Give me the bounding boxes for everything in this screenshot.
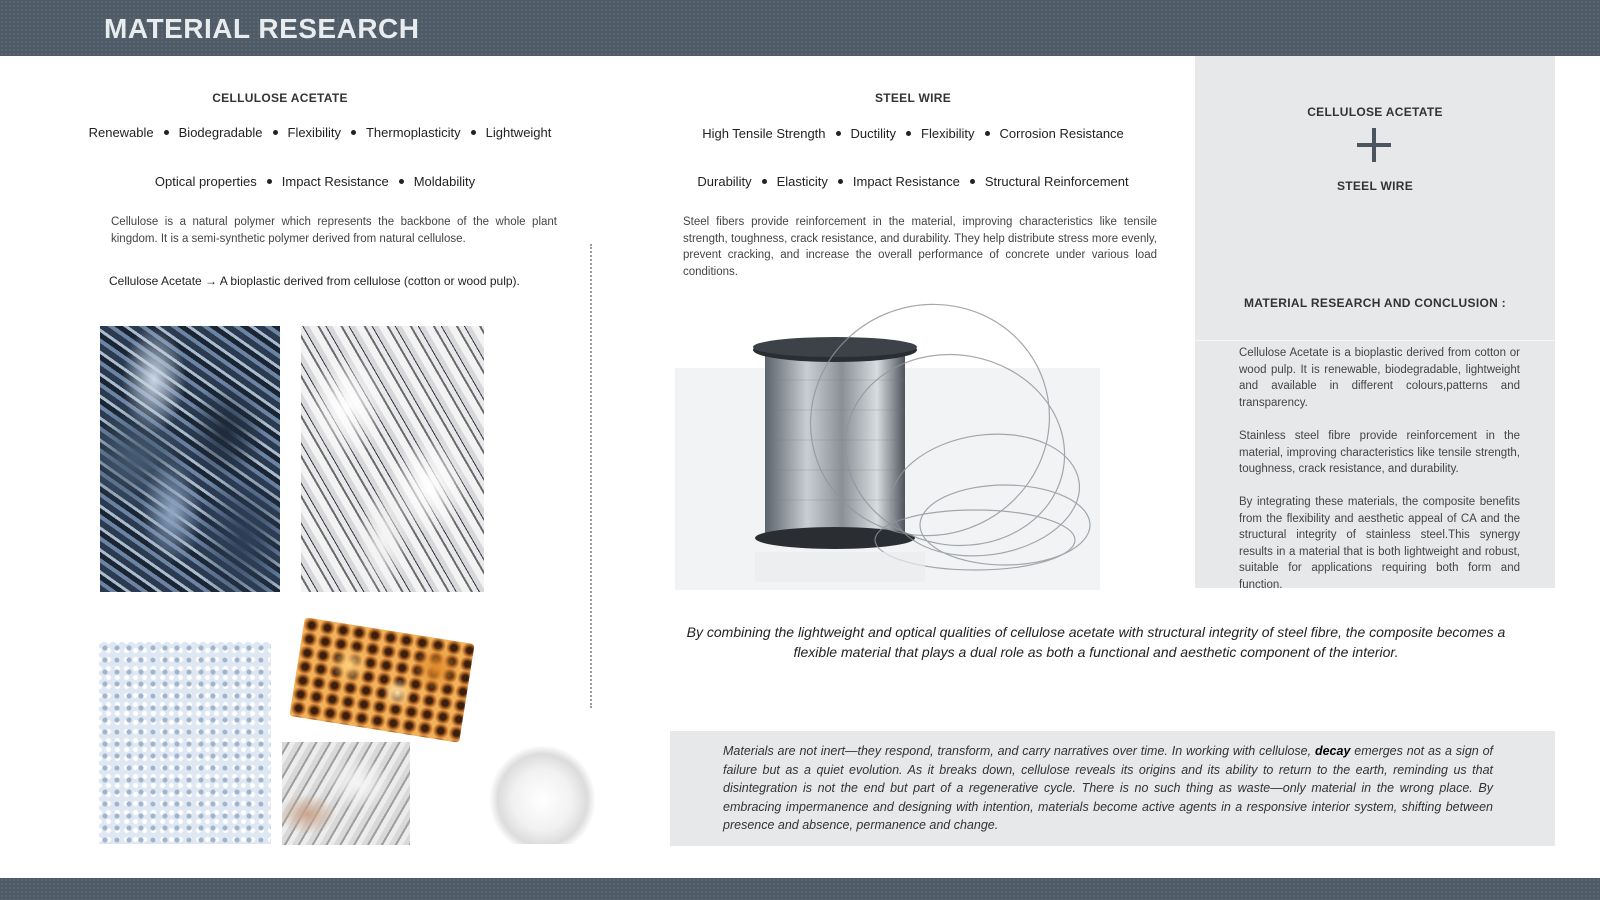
steel-wire-spool-image [675, 300, 1100, 590]
property-item: High Tensile Strength [702, 126, 826, 141]
property-item: Elasticity [776, 174, 828, 189]
property-item: Biodegradable [178, 125, 263, 140]
quote-emphasis: decay [1314, 744, 1351, 758]
property-item: Moldability [413, 174, 476, 189]
conclusion-paragraph: By integrating these materials, the composite benefits from the flexibility and aesthetic appeal of CA and the structural integrity of stainless steel.This synergy results in a material that is both lightweight and robust, suitable for applications requiring both form and function. [1239, 496, 1520, 591]
composite-statement: By combining the lightweight and optical qualities of cellulose acetate with structural integrity of steel fibre, the composite becomes a flexible material that plays a dual role as both a functional and aesthetic component of the interior. [686, 624, 1506, 660]
bullet-dot [970, 179, 975, 184]
cellulose-properties-row-2 [110, 174, 520, 189]
bullet-dot [985, 131, 990, 136]
panel-divider [1195, 340, 1555, 341]
bullet-dot [267, 179, 272, 184]
steel-description: Steel fibers provide reinforcement in the material, improving characteristics like tensile strength, toughness, crack resistance, and durability. They help distribute stress more evenly, prevent cracking, and increase the overall performance of concrete under various load conditions. [683, 216, 1157, 278]
steel-properties-row-2 [663, 174, 1163, 189]
cellulose-properties-row-1 [70, 125, 570, 140]
quote-text: emerges not as a sign of failure but as a quiet evolution. As it breaks down, cellulose reveals its origins and its ability to return to the earth, reminding us that disintegration is not the end but part of a regenerative cycle. There is no such thing as waste—only material in the wrong place. By embracing impermanence and designing with intention, materials become active agents in a responsive interior system, shifting between presence and absence, permanence and change. [723, 744, 1493, 832]
property-item: Flexibility [921, 126, 975, 141]
bullet-dot [906, 131, 911, 136]
bullet-dot [838, 179, 843, 184]
page-title: MATERIAL RESEARCH [104, 13, 420, 44]
conclusion-title: MATERIAL RESEARCH AND CONCLUSION : [1244, 296, 1506, 310]
bullet-dot [399, 179, 404, 184]
cellulose-acetate-tortoise-sheet-image [289, 617, 475, 743]
property-item: Durability [697, 174, 752, 189]
property-item: Thermoplasticity [365, 125, 461, 140]
property-item: Structural Reinforcement [984, 174, 1129, 189]
property-item: Ductility [850, 126, 897, 141]
bullet-dot [351, 130, 356, 135]
cellulose-acetate-definition: Cellulose Acetate → A bioplastic derived from cellulose (cotton or wood pulp). [109, 274, 520, 288]
bullet-dot [762, 179, 767, 184]
property-item: Lightweight [485, 125, 552, 140]
footer-bar [0, 878, 1600, 900]
property-item: Flexibility [287, 125, 341, 140]
bullet-dot [273, 130, 278, 135]
property-item: Impact Resistance [281, 174, 389, 189]
decay-quote [723, 742, 1493, 835]
panel-label-cellulose: CELLULOSE ACETATE [1307, 105, 1443, 119]
cellulose-powder-image [490, 746, 595, 844]
cellulose-description: Cellulose is a natural polymer which represents the backbone of the whole plant kingdom. It is a semi-synthetic polymer derived from natural cellulose. [111, 216, 557, 245]
cellulose-acetate-blue-swatch [100, 326, 280, 592]
conclusion-paragraph: Stainless steel fibre provide reinforcement in the material, improving characteristics like tensile strength, toughness, crack resistance, and durability. [1239, 430, 1520, 475]
cellulose-acetate-pellets-image [99, 642, 271, 844]
cellulose-fibre-sheet-image [282, 742, 410, 845]
steel-title: STEEL WIRE [874, 91, 952, 105]
property-item: Optical properties [154, 174, 257, 189]
bullet-dot [836, 131, 841, 136]
panel-label-steel: STEEL WIRE [1336, 179, 1414, 193]
property-item: Impact Resistance [852, 174, 960, 189]
plus-icon [1357, 128, 1391, 162]
steel-properties-row-1 [663, 126, 1163, 141]
property-item: Renewable [88, 125, 154, 140]
section-divider [590, 244, 592, 708]
property-item: Corrosion Resistance [999, 126, 1124, 141]
cellulose-acetate-marble-swatch [301, 326, 484, 592]
header-bar [0, 0, 1600, 56]
quote-text: Materials are not inert—they respond, transform, and carry narratives over time. In working with cellulose, [723, 744, 1315, 758]
cellulose-title: CELLULOSE ACETATE [212, 91, 348, 105]
bullet-dot [471, 130, 476, 135]
conclusion-paragraph: Cellulose Acetate is a bioplastic derived from cotton or wood pulp. It is renewable, biodegradable, lightweight and available in different colours,patterns and transparency. [1239, 347, 1520, 409]
bullet-dot [164, 130, 169, 135]
